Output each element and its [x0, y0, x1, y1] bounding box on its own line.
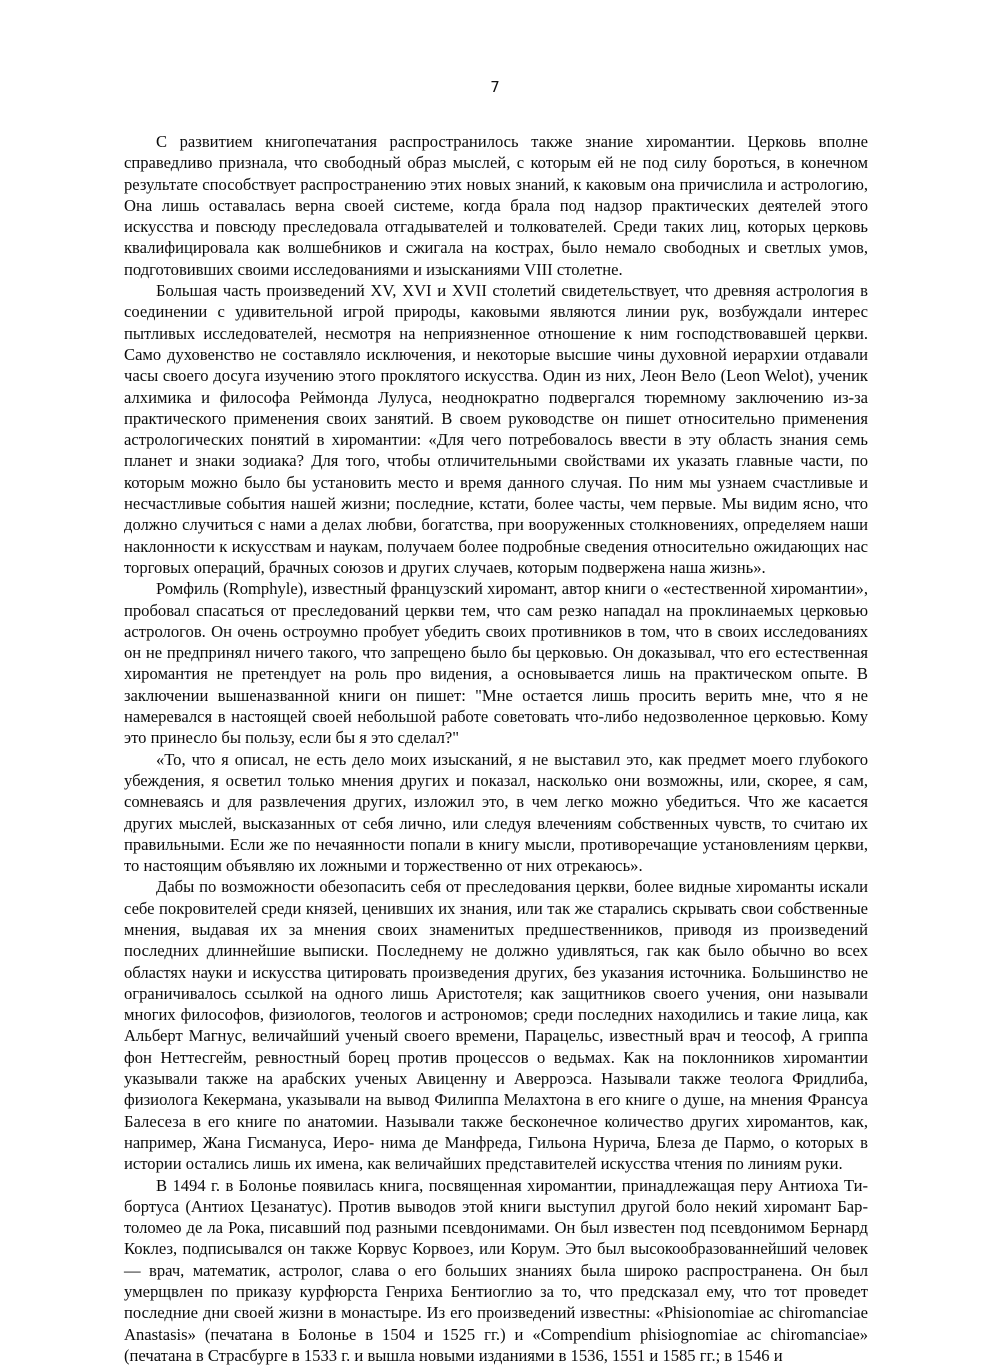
- paragraph: Дабы по возможности обезопасить себя от преследования церкви, более видные хироманты искали себе покровителей среди князей, ценивших их знания, или так же старались скрывать свои собственные мнения, выдавая их за мнения своих знаменитых предшественников, приводя из произведений последних длиннейшие выписки. Последнему не должно удивляться, гак как было обычно во всех областях науки и искусства цитировать произведения других, без указания источника. Большинство не ограничивалось ссылкой на одного лишь Аристотеля; как защитников своего учения, они называли многих философов, физиологов, теологов и астрономов; среди последних находились и такие лица, как Альберт Магнус, величайший ученый своего времени, Парацельс, известный врач и теософ, А гриппа фон Неттесгейм, ревностный борец против процессов о ведьмах. Как на поклонников хиромантии указывали также на арабских ученых Авиценну и Аверроэса. Называли также теолога Фридлиба, физиолога Кекермана, указывали на вывод Филиппа Мелахтона в его книге о душе, на мнения Франсуа Балесеза в его книге по анатомии. Называли также бесконечное количество других хиромантов, как, например, Жана Гисмануса, Иеро- нима де Манфреда, Гильона Нурича, Блеза де Пармо, о которых в истории остались лишь их имена, как величайших представителей искусства чтения по линиям руки.: [124, 877, 868, 1174]
- paragraph: В 1494 г. в Болонье появилась книга, посвященная хиромантии, принадлежащая перу Антиоха Тибортуса (Антиох Цезанатус). Против выводов этой книги выступил другой боло некий хиромант Бартоломео де ла Рока, писавший под разными псевдонимами. Он был известен под псевдонимом Бернард Коклез, подписывался он также Корвус Корвоез, или Корум. Это был высокообразованнейший человек — врач, математик, астролог, слава о его больших знаниях была широко распространена. Он был умерщвлен по приказу курфюрста Генриха Бентиоглио за то, что предсказал ему, что тот проведет последние дни своей жизни в монастыре. Из его произведений известны: «Phisionomiae ас chiromanciae Anastasis» (печатана в Болонье в 1504 и 1525 гг.) и «Compendium phisiognomiae ас chiromanciae» (печатана в Страсбурге в 1533 г. и вышла новыми изданиями в 1536, 1551 и 1585 гг.; в 1546 и: [124, 1175, 868, 1365]
- body-text: [124, 131, 868, 1366]
- paragraph: С развитием книгопечатания распространилось также знание хиромантии. Церковь вполне справедливо признала, что свободный образ мыслей, с которым ей не под силу бороться, в конечном результате способствует распространению этих новых знаний, к каковым она причислила и астрологию, Она лишь оставалась верна своей системе, когда брала под надзор практических деятелей этого искусства и повсюду преследовала отгадывателей и толкователей. Среди таких лиц, которых церковь квалифицировала как волшебников и сжигала на кострах, было немало свободных и светлых умов, подготовивших своими исследованиями и изысканиями VIII столетне.: [124, 132, 868, 279]
- paragraph: Ромфиль (Romphyle), известный французский хиромант, автор книги о «естественной хиромантии», пробовал спасаться от преследований церкви тем, что сам резко нападал на проклинаемых церковью астрологов. Он очень остроумно пробует убедить своих противников в том, что в своих исследованиях он не предпринял ничего такого, что запрещено было бы церковью. Он доказывал, что его естественная хиромантия не претендует на роль про видения, а основывается лишь на практическом опыте. В заключении вышеназванной книги он пишет: "Мне остается лишь просить верить мне, что я не намеревался в настоящей своей небольшой работе советовать что-либо недозволенное церковью. Кому это принесло бы пользу, если бы я это сделал?": [124, 579, 868, 748]
- paragraph: «То, что я описал, не есть дело моих изысканий, я не выставил это, как предмет моего глубокого убеждения, я осветил только мнения других и показал, насколько они возможны, или, скорее, я сам, сомневаясь и для развлечения других, изложил это, в чем легко можно убедиться. Что же касается других мыслей, высказанных от себя лично, или следуя влечениям собственных чувств, то считаю их правильными. Если же по нечаянности попали в книгу мысли, противоречащие установлениям церкви, то настоящим объявляю их ложными и торжественно от них отрекаюсь».: [124, 749, 868, 876]
- paragraph: Большая часть произведений XV, XVI и XVII столетий свидетельствует, что древняя астрология в соединении с удивительной игрой природы, каковыми являются линии рук, возбуждали интерес пытливых исследователей, несмотря на неприязненное отношение к ним господствовавшей церкви. Само духовенство не составляло исключения, и некоторые высшие чины духовной иерархии отдавали часы своего досуга изучению этого проклятого искусства. Один из них, Леон Вело (Leon Welot), ученик алхимика и философа Реймонда Лулуса, неоднократно подвергался тюремному заключению из-за практического применения своих занятий. В своем руководстве он пишет относительно применения астрологических понятий в хиромантии: «Для чего потребовалось ввести в эту область знания семь планет и знаки зодиака? Для того, чтобы отличительными свойствами их указать главные части, по которым можно было бы установить место и время данного случая. По ним мы узнаем счастливые и несчастливые события нашей жизни; последние, кстати, более часты, чем первые. Мы видим ясно, что должно случиться с нами а делах любви, богатства, при вооруженных столкновениях, определяем наши наклонности к искусствам и наукам, получаем более подробные сведения относительно ожидающих нас торговых операций, брачных союзов и других случаев, которым подвержена наша жизнь».: [124, 281, 868, 577]
- page-number: 7: [490, 78, 500, 96]
